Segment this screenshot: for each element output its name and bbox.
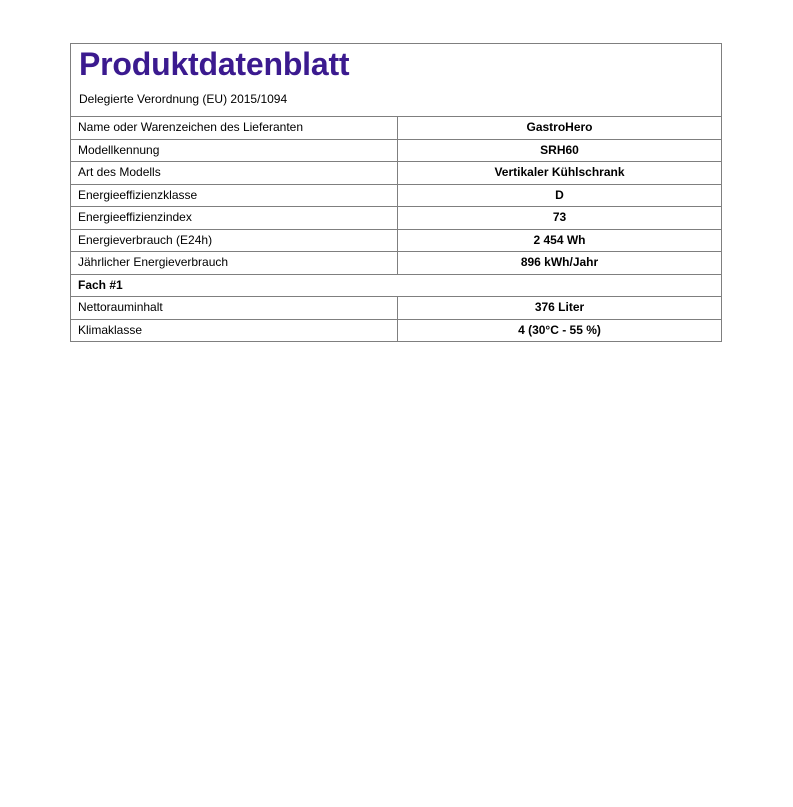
sheet-header — [71, 44, 721, 117]
table-row — [71, 207, 721, 230]
table-row — [71, 162, 721, 185]
table-row — [71, 252, 721, 275]
row-label: Nettorauminhalt — [71, 297, 398, 320]
section-row — [71, 274, 721, 297]
row-label: Klimaklasse — [71, 319, 398, 341]
row-value: SRH60 — [398, 139, 722, 162]
row-label: Name oder Warenzeichen des Lieferanten — [71, 117, 398, 139]
spec-table — [71, 117, 721, 341]
row-label: Modellkennung — [71, 139, 398, 162]
page-title: Produktdatenblatt — [79, 46, 350, 82]
row-value: GastroHero — [526, 120, 593, 135]
row-value: 73 — [398, 207, 722, 230]
table-row — [71, 139, 721, 162]
row-label: Jährlicher Energieverbrauch — [71, 252, 398, 275]
row-value: D — [398, 184, 722, 207]
row-label: Art des Modells — [71, 162, 398, 185]
section-heading: Fach #1 — [71, 274, 721, 297]
table-row — [71, 229, 721, 252]
row-label: Energieeffizienzindex — [71, 207, 398, 230]
regulation-subtitle: Delegierte Verordnung (EU) 2015/1094 — [79, 92, 288, 106]
table-row — [71, 297, 721, 320]
product-data-sheet — [70, 43, 722, 342]
row-value: 896 kWh/Jahr — [398, 252, 722, 275]
row-label: Energieeffizienzklasse — [71, 184, 398, 207]
row-value: 4 (30°C - 55 %) — [398, 319, 722, 341]
table-row — [71, 319, 721, 341]
row-value: Vertikaler Kühlschrank — [398, 162, 722, 185]
table-row — [71, 117, 721, 139]
table-row — [71, 184, 721, 207]
row-value: 376 Liter — [398, 297, 722, 320]
row-label: Energieverbrauch (E24h) — [71, 229, 398, 252]
row-value: 2 454 Wh — [398, 229, 722, 252]
